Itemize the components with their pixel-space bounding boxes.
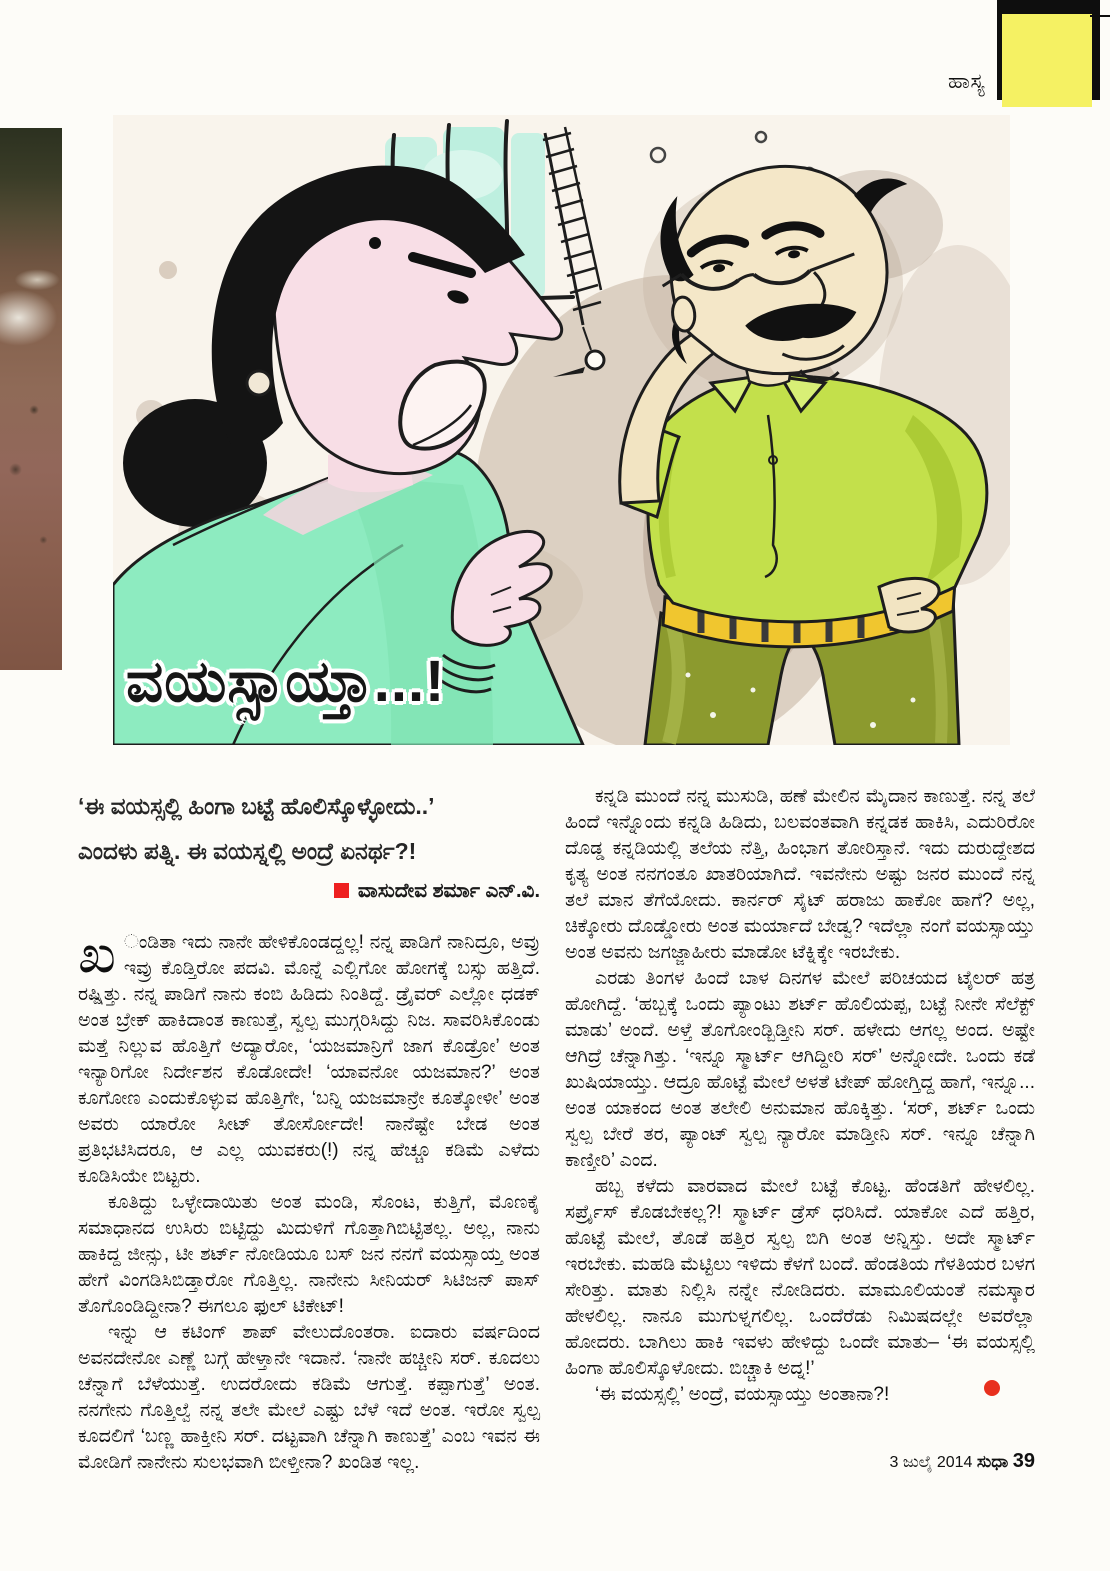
article-right-column [565,784,1035,1408]
paragraph: ಹಬ್ಬ ಕಳೆದು ವಾರವಾದ ಮೇಲೆ ಬಟ್ಟೆ ಕೊಟ್ಟ. ಹೆಂಡತಿಗೆ ಹೇಳಲಿಲ್ಲ. ಸರ್ಪ್ರೈಸ್ ಕೊಡಬೇಕಲ್ಲ?! ಸ್ಮಾರ್ಟ್ ಡ್ರೆಸ್ ಧರಿಸಿದೆ. ಯಾಕೋ ಎದೆ ಹತ್ತಿರ, ಹೊಟ್ಟೆ ಮೇಲೆ, ತೊಡೆ ಹತ್ತಿರ ಸ್ವಲ್ಪ ಬಿಗಿ ಅಂತ ಅನ್ನಿಸ್ತು. ಅದೇ ಸ್ಮಾರ್ಟ್ ಇರಬೇಕು. ಮಹಡಿ ಮೆಟ್ಟಿಲು ಇಳಿದು ಕೆಳಗೆ ಬಂದೆ. ಹೆಂಡತಿಯ ಗೆಳತಿಯರ ಬಳಗ ಸೇರಿತ್ತು. ಮಾತು ನಿಲ್ಲಿಸಿ ನನ್ನೇ ನೋಡಿದರು. ಮಾಮೂಲಿಯಂತೆ ನಮಸ್ಕಾರ ಹೇಳಲಿಲ್ಲ. ನಾನೂ ಮುಗುಳ್ನಗಲಿಲ್ಲ. ಒಂದೆರೆಡು ನಿಮಿಷದಲ್ಲೇ ಅವರೆಲ್ಲಾ ಹೋದರು. ಬಾಗಿಲು ಹಾಕಿ ಇವಳು ಹೇಳಿದ್ದು ಒಂದೇ ಮಾತು– ‘ಈ ವಯಸ್ಸಲ್ಲಿ ಹಿಂಗಾ ಹೊಲಿಸ್ಕೊಳೋದು. ಬಿಚ್ಚಾಕಿ ಅದ್ನ!’ [565,1176,1035,1379]
magazine-name: ಸುಧಾ [976,1452,1009,1471]
side-photo-strip [0,128,62,670]
corner-yellow-block [1002,14,1092,107]
paragraph: ಕೂತಿದ್ದು ಒಳ್ಳೇದಾಯಿತು ಅಂತ ಮಂಡಿ, ಸೊಂಟ, ಕುತ್ತಿಗೆ, ಮೊಣಕೈ ಸಮಾಧಾನದ ಉಸಿರು ಬಿಟ್ಟಿದ್ದು ಮಿದುಳಿಗೆ ಗೊತ್ತಾಗಿಬಿಟ್ಟಿತಲ್ಲ. ಅಲ್ಲ, ನಾನು ಹಾಕಿದ್ದ ಜೀನ್ಸು, ಟೀ ಶರ್ಟ್ ನೋಡಿಯೂ ಬಸ್ ಜನ ನನಗೆ ವಯಸ್ಸಾಯ್ತ ಅಂತ ಹೇಗೆ ವಿಂಗಡಿಸಿಬಿಡ್ತಾರೋ ಗೊತ್ತಿಲ್ಲ. ನಾನೇನು ಸೀನಿಯರ್ ಸಿಟಿಜನ್ ಪಾಸ್ ತೊಗೊಂಡಿದ್ದೀನಾ? ಈಗಲೂ ಫುಲ್ ಟಿಕೇಟ್! [78,1192,540,1317]
drop-cap: ಖ [78,926,116,984]
intro-line-1: ‘ಈ ವಯಸ್ಸಲ್ಲಿ ಹಿಂಗಾ ಬಟ್ಟೆ ಹೊಲಿಸ್ಕೊಳ್ಳೋದು..’ [78,793,435,819]
byline [78,880,540,903]
article-left-column [78,926,540,1476]
paragraph: ಕನ್ನಡಿ ಮುಂದೆ ನನ್ನ ಮುಸುಡಿ, ಹಣೆ ಮೇಲಿನ ಮೈದಾನ ಕಾಣುತ್ತೆ. ನನ್ನ ತಲೆ ಹಿಂದೆ ಇನ್ನೊಂದು ಕನ್ನಡಿ ಹಿಡಿದು, ಬಲವಂತವಾಗಿ ಕನ್ನಡಕ ಹಾಕಿಸಿ, ಎದುರಿರೋ ದೊಡ್ಡ ಕನ್ನಡಿಯಲ್ಲಿ ತಲೆಯ ನೆತ್ತಿ, ಹಿಂಭಾಗ ತೋರಿಸ್ತಾನೆ. ಇದು ದುರುದ್ದೇಶದ ಕೃತ್ಯ ಅಂತ ನನಗಂತೂ ಖಾತರಿಯಾಗಿದೆ. ಇವನೇನು ಅಷ್ಟು ಜನರ ಮುಂದೆ ನನ್ನ ತಲೆ ಮಾನ ತೆಗೆಯೋದು. ಕಾರ್ನರ್ ಸೈಟ್ ಹರಾಜು ಹಾಕೋ ಹಾಗೆ? ಅಲ್ಲ, ಚಿಕ್ಕೋರು ದೊಡ್ಡೋರು ಅಂತ ಮರ್ಯಾದೆ ಬೇಡ್ವ? ಇದೆಲ್ಲಾ ನಂಗೆ ವಯಸ್ಸಾಯ್ತು ಅಂತ ಅವನು ಜಗಜ್ಜಾಹೀರು ಮಾಡೋ ಟೆಕ್ನಿಕ್ಕೇ ಇರಬೇಕು. [565,786,1035,963]
footer-date: 3 ಜುಲೈ 2014 [889,1454,973,1471]
paragraph: ಇನ್ನು ಆ ಕಟಿಂಗ್ ಶಾಪ್ ವೇಲುದೊಂತರಾ. ಐದಾರು ವರ್ಷದಿಂದ ಅವನದೇನೋ ಎಣ್ಣೆ ಬಗ್ಗೆ ಹೇಳ್ತಾನೇ ಇದಾನೆ. ‘ನಾನೇ ಹಚ್ಚೀನಿ ಸರ್. ಕೂದಲು ಚೆನ್ನಾಗೆ ಬೆಳೆಯುತ್ತೆ. ಉದರೋದು ಕಡಿಮೆ ಆಗುತ್ತೆ. ಕಪ್ಪಾಗುತ್ತೆ’ ಅಂತ. ನನಗೇನು ಗೊತ್ತಿಲ್ವೆ ನನ್ನ ತಲೇ ಮೇಲೆ ಎಷ್ಟು ಬೆಳೆ ಇದೆ ಅಂತ. ಇರೋ ಸ್ವಲ್ಪ ಕೂದಲಿಗೆ ‘ಬಣ್ಣ ಹಾಕ್ತೀನಿ ಸರ್. ದಟ್ಟವಾಗಿ ಚೆನ್ನಾಗಿ ಕಾಣುತ್ತೆ’ ಎಂಬ ಇವನ ಈ ಮೋಡಿಗೆ ನಾನೇನು ಸುಲಭವಾಗಿ ಬೀಳ್ತೀನಾ? ಖಂಡಿತ ಇಲ್ಲ. [78,1322,540,1473]
byline-red-square-icon [334,883,349,898]
paragraph: ಎರಡು ತಿಂಗಳ ಹಿಂದೆ ಬಾಳ ದಿನಗಳ ಮೇಲೆ ಪರಿಚಯದ ಟೈಲರ್ ಹತ್ರ ಹೋಗಿದ್ದೆ. ‘ಹಬ್ಬಕ್ಕೆ ಒಂದು ಪ್ಯಾಂಟು ಶರ್ಟ್ ಹೊಲಿಯಪ್ಪ, ಬಟ್ಟೆ ನೀನೇ ಸೆಲೆಕ್ಟ್ ಮಾಡು’ ಅಂದೆ. ಅಳ್ತೆ ತೊಗೋಂಡ್ಬಿಡ್ತೀನಿ ಸರ್. ಹಳೇದು ಆಗಲ್ಲ ಅಂದ. ಅಷ್ಟೇ ಆಗಿದ್ರೆ ಚೆನ್ನಾಗಿತ್ತು. ‘ಇನ್ನೂ ಸ್ಮಾರ್ಟ್ ಆಗಿದ್ದೀರಿ ಸರ್’ ಅನ್ನೋದೇ. ಒಂದು ಕಡೆ ಖುಷಿಯಾಯ್ತು. ಆದ್ರೂ ಹೊಟ್ಟೆ ಮೇಲೆ ಅಳತೆ ಟೇಪ್ ಹೋಗ್ತಿದ್ದ ಹಾಗೆ, ಇನ್ನೂ... ಅಂತ ಯಾಕಂದ ಅಂತ ತಲೇಲಿ ಅನುಮಾನ ಹೊಕ್ಕಿತ್ತು. ‘ಸರ್, ಶರ್ಟ್ ಒಂದು ಸ್ವಲ್ಪ ಬೇರೆ ತರ, ಪ್ಯಾಂಟ್ ಸ್ವಲ್ಪ ನ್ಯಾರೋ ಮಾಡ್ತೀನಿ ಸರ್. ಇನ್ನೂ ಚೆನ್ನಾಗಿ ಕಾಣ್ತೀರಿ’ ಎಂದ. [565,968,1035,1171]
page-footer [600,1450,1035,1473]
paragraph [78,926,540,1190]
article-title: ವಯಸ್ಸಾಯ್ತಾ...! [126,649,446,714]
intro-line-2: ಎಂದಳು ಪತ್ನಿ. ಈ ವಯಸ್ನಲ್ಲಿ ಅಂದ್ರೆ ಏನರ್ಥ?! [78,838,417,864]
author-name: ವಾಸುದೇವ ಶರ್ಮಾ ಎನ್.ವಿ. [357,880,540,902]
paragraph: ‘ಈ ವಯಸ್ಸಲ್ಲಿ’ ಅಂದ್ರೆ, ವಯಸ್ಸಾಯ್ತು ಅಂತಾನಾ?! [595,1384,890,1405]
category-label: ಹಾಸ್ಯ [947,70,985,93]
paragraph-text: ಂಡಿತಾ ಇದು ನಾನೇ ಹೇಳಿಕೊಂಡದ್ದಲ್ಲ! ನನ್ನ ಪಾಡಿಗೆ ನಾನಿದ್ರೂ, ಅವ್ರು ಇವ್ರು ಕೊಡ್ತಿರೋ ಪದವಿ. ಮೊನ್ನೆ ಎಲ್ಲಿಗೋ ಹೋಗಕ್ಕೆ ಬಸ್ಸು ಹತ್ತಿದೆ. ರಷ್ಷಿತ್ತು. ನನ್ನ ಪಾಡಿಗೆ ನಾನು ಕಂಬಿ ಹಿಡಿದು ನಿಂತಿದ್ದೆ. ಡ್ರೈವರ್ ಎಲ್ಲೋ ಧಡಕ್ ಅಂತ ಬ್ರೇಕ್ ಹಾಕಿದಾಂತ ಕಾಣುತ್ತೆ, ಸ್ವಲ್ಪ ಮುಗ್ಗರಿಸಿದ್ದು ನಿಜ. ಸಾವರಿಸಿಕೊಂಡು ಮತ್ತೆ ನಿಲ್ಲುವ ಹೊತ್ತಿಗೆ ಅದ್ಯಾರೋ, ‘ಯಜಮಾನ್ರಿಗೆ ಜಾಗ ಕೊಡ್ರೋ’ ಅಂತ ಇನ್ಯಾರಿಗೋ ನಿರ್ದೇಶನ ಕೊಡೋದೇ! ‘ಯಾವನೋ ಯಜಮಾನ?’ ಅಂತ ಕೂಗೋಣ ಎಂದುಕೊಳ್ಳುವ ಹೊತ್ತಿಗೇ, ‘ಬನ್ನಿ ಯಜಮಾನ್ರೇ ಕೂತ್ಕೋಳೀ’ ಅಂತ ಅವರು ಯಾರೋ ಸೀಟ್ ತೋರ್ಸೋದೇ! ನಾನೆಷ್ಟೇ ಬೇಡ ಅಂತ ಪ್ರತಿಭಟಿಸಿದರೂ, ಆ ಎಲ್ಲ ಯುವಕರು(!) ನನ್ನ ಹೆಚ್ಚೂ ಕಡಿಮೆ ಎಳೆದು ಕೂಡಿಸಿಯೇ ಬಿಟ್ಟರು. [78,932,540,1187]
corner-rule-line [1090,15,1110,17]
intro-standfirst [78,784,546,874]
article-end-dot [984,1380,1000,1396]
page-number: 39 [1012,1450,1035,1472]
